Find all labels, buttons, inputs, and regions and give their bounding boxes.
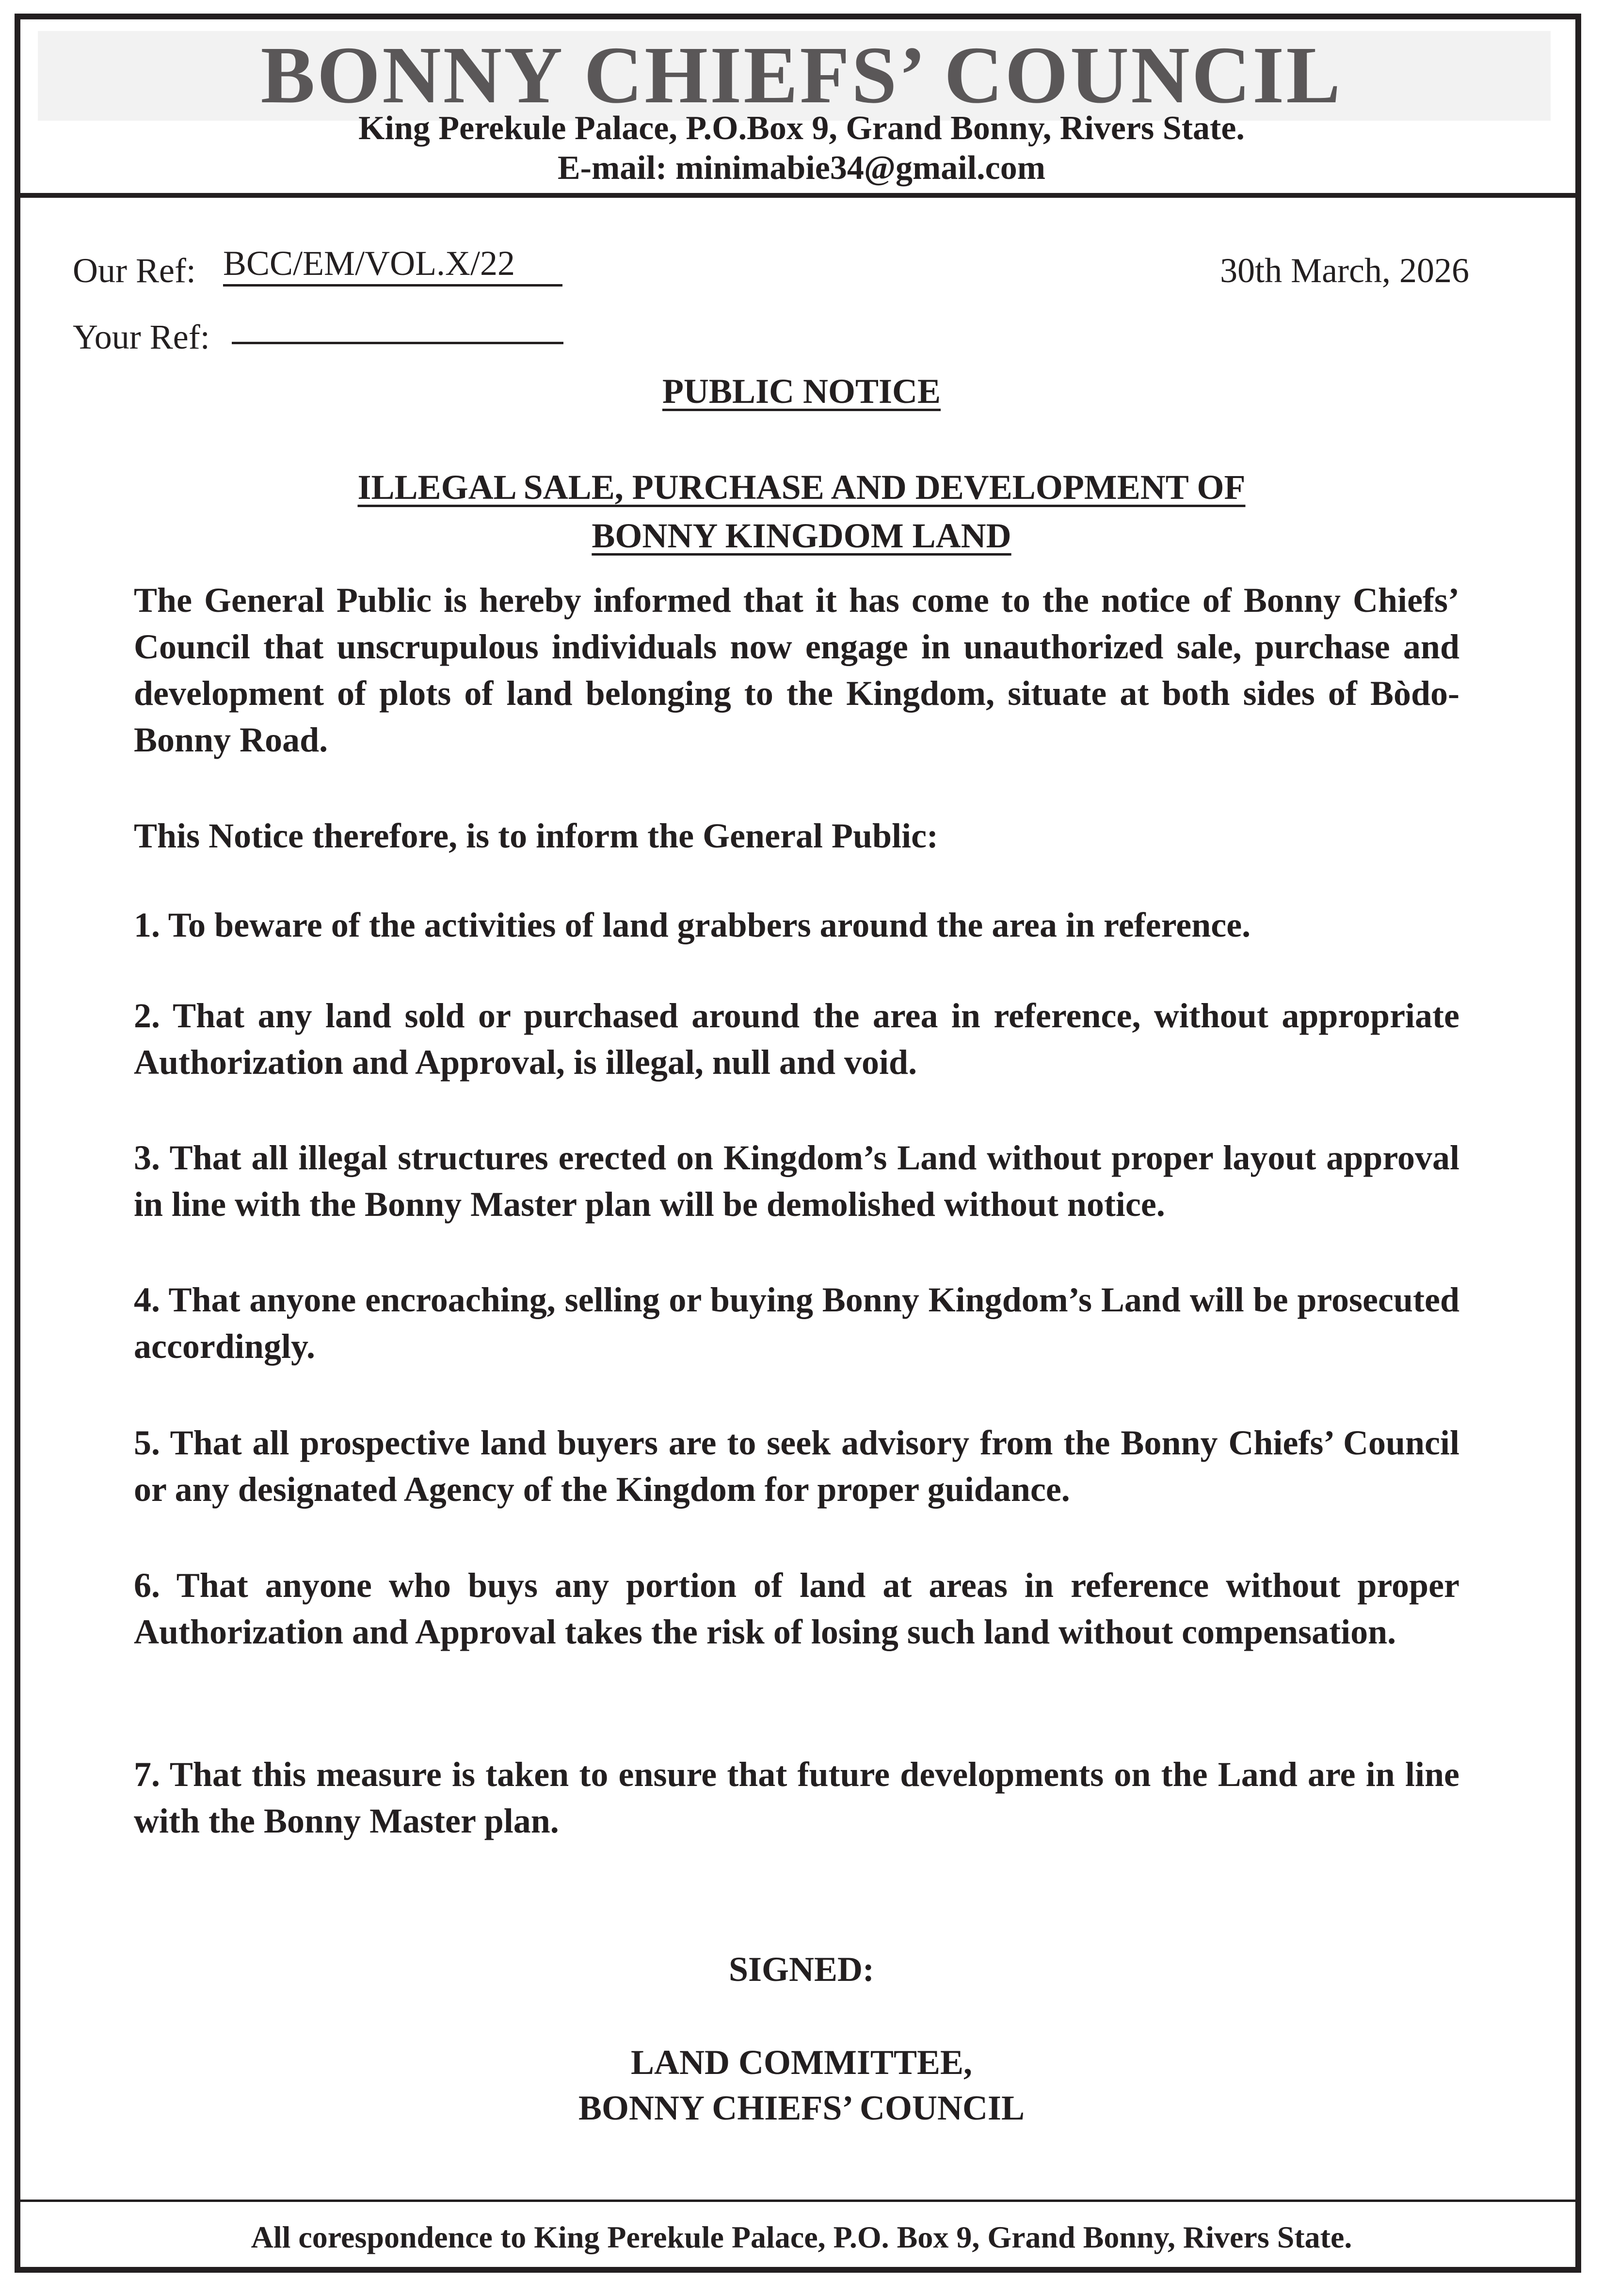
notice-point: 4. That anyone encroaching, selling or buying Bonny Kingdom’s Land will be prosecuted accordingly. (134, 1280, 1459, 1366)
notice-point: 6. That anyone who buys any portion of land at areas in reference without proper Authorization and Approval takes the risk of losing such land without compensation. (134, 1566, 1459, 1651)
footer-divider (20, 2200, 1575, 2202)
notice-lead-in: This Notice therefore, is to inform the General Public: (134, 816, 939, 855)
footer-correspondence: All corespondence to King Perekule Palace, P.O. Box 9, Grand Bonny, Rivers State. (251, 2220, 1352, 2254)
signatory-line-1: LAND COMMITTEE, (630, 2043, 973, 2082)
notice-heading: PUBLIC NOTICE (662, 372, 941, 411)
letterhead-address: King Perekule Palace, P.O.Box 9, Grand Bonny, Rivers State. (358, 110, 1245, 147)
signed-label: SIGNED: (728, 1950, 875, 1989)
notice-point: 7. That this measure is taken to ensure that future developments on the Land are in line with the Bonny Master plan. (134, 1755, 1459, 1840)
notice-subject-line-2: BONNY KINGDOM LAND (592, 516, 1011, 555)
notice-point: 1. To beware of the activities of land grabbers around the area in reference. (134, 906, 1251, 944)
notice-point: 2. That any land sold or purchased around the area in reference, without appropriate Authorization and Approval, is illegal, null and void. (134, 996, 1459, 1082)
header-divider (20, 193, 1575, 198)
signatory-line-2: BONNY CHIEFS’ COUNCIL (578, 2089, 1025, 2127)
letterhead-email: E-mail: minimabie34@gmail.com (557, 149, 1046, 187)
notice-intro-paragraph: The General Public is hereby informed that it has come to the notice of Bonny Chiefs’ Council that unscrupulous individuals now engage in unauthorized sale, purchase and development of plots of land belonging to the Kingdom, situate at both sides of Bòdo-Bonny Road. (134, 581, 1459, 759)
notice-point: 3. That all illegal structures erected on Kingdom’s Land without proper layout approval in line with the Bonny Master plan will be demolished without notice. (134, 1138, 1459, 1224)
notice-point: 5. That all prospective land buyers are to seek advisory from the Bonny Chiefs’ Council or any designated Agency of the Kingdom for proper guidance. (134, 1423, 1459, 1509)
our-ref-label: Our Ref: (73, 251, 196, 290)
our-ref-value: BCC/EM/VOL.X/22 (223, 242, 562, 287)
notice-subject-line-1: ILLEGAL SALE, PURCHASE AND DEVELOPMENT OF (357, 468, 1246, 507)
notice-date: 30th March, 2026 (1220, 251, 1469, 290)
your-ref-blank-line (232, 342, 563, 344)
your-ref-label: Your Ref: (73, 318, 210, 356)
council-name: BONNY CHIEFS’ COUNCIL (260, 30, 1343, 120)
